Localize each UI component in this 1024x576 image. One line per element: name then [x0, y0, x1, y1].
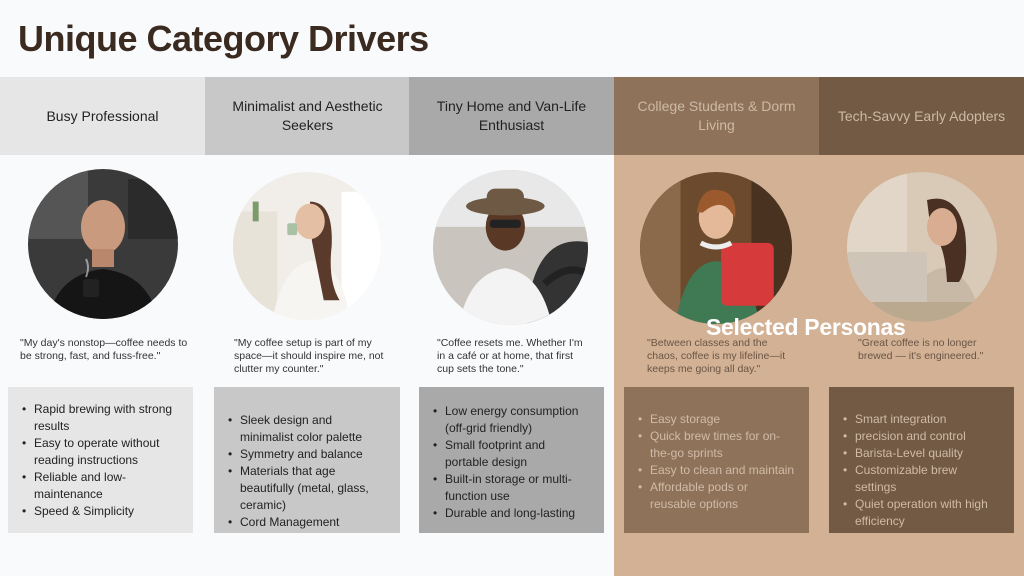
driver-item: • Easy to operate without reading instructions: [22, 435, 179, 469]
driver-item: • Quick brew times for on-the-go sprints: [638, 428, 795, 462]
persona-header-label: Minimalist and Aesthetic Seekers: [232, 98, 383, 133]
persona-header-label: Tech-Savvy Early Adopters: [837, 107, 1006, 124]
persona-quote-tech-savvy: "Great coffee is no longer brewed — it's engineered.": [858, 337, 984, 362]
driver-item: • Quiet operation with high efficiency: [843, 496, 1000, 530]
selected-personas-label: Selected Personas: [706, 314, 906, 340]
persona-header-label: Busy Professional: [46, 107, 159, 124]
driver-item: • Reliable and low-maintenance: [22, 469, 179, 503]
persona-drivers-busy-professional: [8, 387, 193, 533]
persona-header-minimalist: [205, 77, 410, 155]
driver-item: • Barista-Level quality: [843, 445, 1000, 462]
persona-header-tiny-home: [409, 77, 614, 155]
persona-photo-busy-professional: [28, 169, 178, 319]
page-title: Unique Category Drivers: [18, 18, 429, 59]
driver-item: • Small footprint and portable design: [433, 437, 590, 471]
persona-quote-busy-professional: "My day's nonstop—coffee needs to be strong, fast, and fuss-free.": [20, 337, 188, 362]
persona-photo-tiny-home: [433, 170, 588, 325]
driver-item: • Easy storage: [638, 411, 795, 428]
driver-item: • Customizable brew settings: [843, 462, 1000, 496]
driver-item: • precision and control: [843, 428, 1000, 445]
persona-photo-tech-savvy: [847, 172, 997, 322]
driver-item: • Smart integration: [843, 411, 1000, 428]
persona-header-label: Tiny Home and Van-Life Enthusiast: [436, 98, 587, 133]
driver-item: • Rapid brewing with strong results: [22, 401, 179, 435]
driver-item: • Materials that age beautifully (metal, glass, ceramic): [228, 463, 386, 514]
persona-header-tech-savvy: [819, 77, 1024, 155]
driver-item: • Sleek design and minimalist color palette: [228, 412, 386, 446]
persona-header-busy-professional: [0, 77, 205, 155]
driver-item: • Durable and long-lasting: [433, 505, 590, 522]
driver-item: • Symmetry and balance: [228, 446, 386, 463]
persona-quote-minimalist: "My coffee setup is part of my space—it should inspire me, not clutter my counter.": [234, 337, 384, 375]
persona-header-college-students: [614, 77, 819, 155]
driver-item: • Speed & Simplicity: [22, 503, 179, 520]
persona-drivers-tiny-home: [419, 387, 604, 533]
driver-item: • Affordable pods or reusable options: [638, 479, 795, 513]
persona-drivers-college-students: [624, 387, 809, 533]
persona-photo-minimalist: [233, 172, 381, 320]
driver-item: • Easy to clean and maintain: [638, 462, 795, 479]
persona-header-label: College Students & Dorm Living: [637, 98, 796, 133]
driver-item: • Built-in storage or multi-function use: [433, 471, 590, 505]
persona-photo-college-students: [640, 172, 792, 324]
persona-drivers-tech-savvy: [829, 387, 1014, 533]
persona-quote-tiny-home: "Coffee resets me. Whether I'm in a café or at home, that first cup sets the tone.": [437, 337, 583, 375]
driver-item: • Cord Management: [228, 514, 386, 531]
driver-item: • Low energy consumption (off-grid friendly): [433, 403, 590, 437]
persona-drivers-minimalist: [214, 387, 400, 533]
persona-quote-college-students: "Between classes and the chaos, coffee is my lifeline—it keeps me going all day.": [647, 337, 786, 375]
